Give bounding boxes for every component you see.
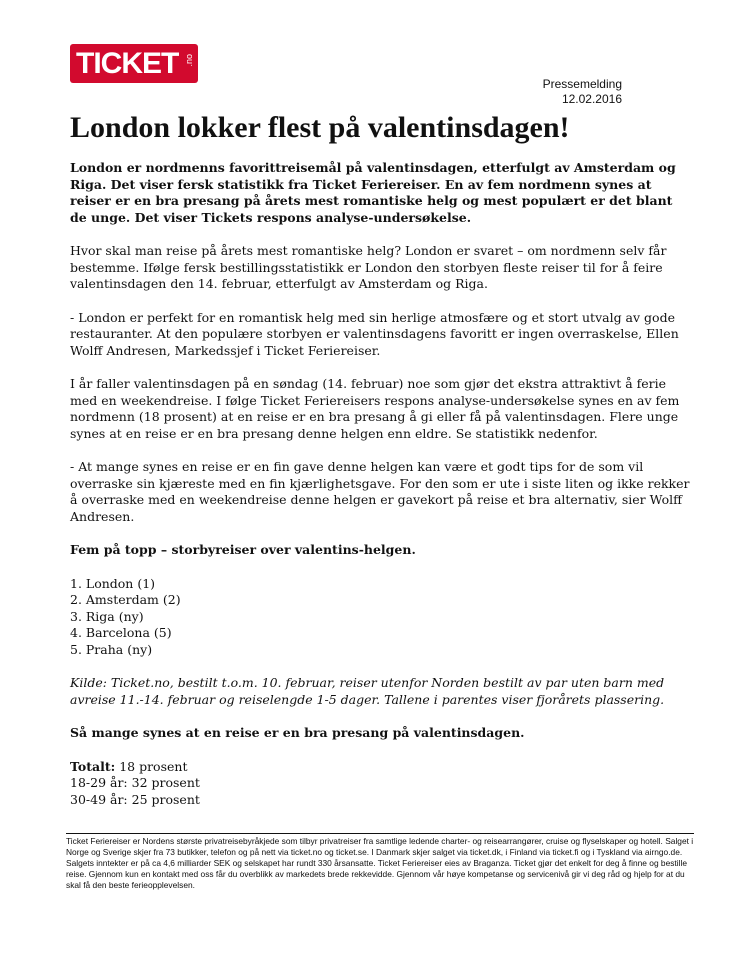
- list-item: 1. London (1): [70, 575, 156, 591]
- article-body: [70, 160, 690, 808]
- ticket-logo: [70, 44, 198, 83]
- list-item: 5. Praha (ny): [70, 641, 153, 657]
- footer-divider: [66, 833, 694, 834]
- lead-paragraph: London er nordmenns favorittreisemål på valentinsdagen, etterfulgt av Amsterdam og Riga. Det viser fersk statistikk fra Ticket Feriereiser. En av fem nordmenn synes at reiser er en bra presang på årets mest romantiske helg og mest populært er det blant de unge. Det viser Tickets respons analyse-undersøkelse.: [70, 160, 676, 225]
- stat-total-value: 18 prosent: [119, 758, 188, 774]
- survey-stats: [70, 759, 690, 809]
- paragraph-1: Hvor skal man reise på årets mest romantiske helg? London er svaret – om nordmenn selv får bestemme. Ifølge fersk bestillingsstatistikk er London den storbyen fleste reiser til for å feire valentinsdagen den 14. februar, etterfulgt av Amsterdam og Riga.: [70, 243, 667, 291]
- top5-heading: Fem på topp – storbyreiser over valentins-helgen.: [70, 542, 416, 557]
- stat-row: 18-29 år: 32 prosent: [70, 775, 200, 790]
- stat-row: 30-49 år: 25 prosent: [70, 791, 200, 807]
- logo-suffix: .no: [184, 54, 194, 67]
- footer-text: Ticket Feriereiser er Nordens største privatreisebyråkjede som tilbyr privatreiser fra samtlige ledende charter- og reisearrangører, cruise og flyselskaper og hotell. Salget i Norge og Sverige skjer fra 73 butikker, telefon og på nett via ticket.no og ticket.se. I Danmark skjer salget via ticket.dk, i Finland via ticket.fi og i Tyskland via airngo.de. Salgets inntekter er på ca 4,6 milliarder SEK og selskapet har rundt 330 årsansatte. Ticket Feriereiser eies av Braganza. Ticket gjør det enkelt for deg å finne og bestille reise. Gjennom kun en kontakt med oss får du overblikk av markedets brede rekkevidde. Gjennom vår høye kompetanse og servicenivå gir vi deg råd og hjelp for at du skal få den beste ferieopplevelsen.: [66, 836, 694, 890]
- paragraph-3: I år faller valentinsdagen på en søndag (14. februar) noe som gjør det ekstra attraktivt å ferie med en weekendreise. I følge Ticket Feriereisers respons analyse-undersøkelse synes en av fem nordmenn (18 prosent) at en reise er en bra presang å gi eller få på valentinsdagen. Flere unge synes at en reise er en bra presang denne helgen enn eldre. Se statistikk nedenfor.: [70, 376, 680, 441]
- paragraph-2: - London er perfekt for en romantisk helg med sin herlige atmosfære og et stort utvalg av gode restauranter. At den populære storbyen er valentinsdagens favoritt er ingen overraskelse, Ellen Wolff Andresen, Markedssjef i Ticket Feriereiser.: [70, 309, 679, 358]
- paragraph-4: - At mange synes en reise er en fin gave denne helgen kan være et godt tips for de som vil overraske sin kjæreste med en fin kjærlighetsgave. For den som er ute i siste liten og ikke rekker å overraske med en weekendreise denne helgen er gavekort på reise et bra alternativ, sier Wolff Andresen.: [70, 459, 690, 524]
- stat-total: [70, 759, 690, 776]
- doc-type: Pressemelding: [542, 77, 622, 91]
- top5-list: [70, 576, 690, 659]
- logo-text: TICKET: [76, 47, 179, 80]
- list-item: 3. Riga (ny): [70, 608, 144, 624]
- survey-heading: Så mange synes at en reise er en bra presang på valentinsdagen.: [70, 725, 525, 740]
- press-meta: [480, 77, 622, 107]
- list-item: 4. Barcelona (5): [70, 625, 172, 640]
- doc-date: 12.02.2016: [561, 92, 622, 106]
- source-note: Kilde: Ticket.no, bestilt t.o.m. 10. februar, reiser utenfor Norden bestilt av par uten barn med avreise 11.-14. februar og reiselengde 1-5 dager. Tallene i parentes viser fjorårets plassering.: [70, 675, 665, 707]
- page-title: London lokker flest på valentinsdagen!: [70, 111, 570, 144]
- stat-total-label: Totalt:: [70, 758, 116, 774]
- list-item: 2. Amsterdam (2): [70, 592, 181, 607]
